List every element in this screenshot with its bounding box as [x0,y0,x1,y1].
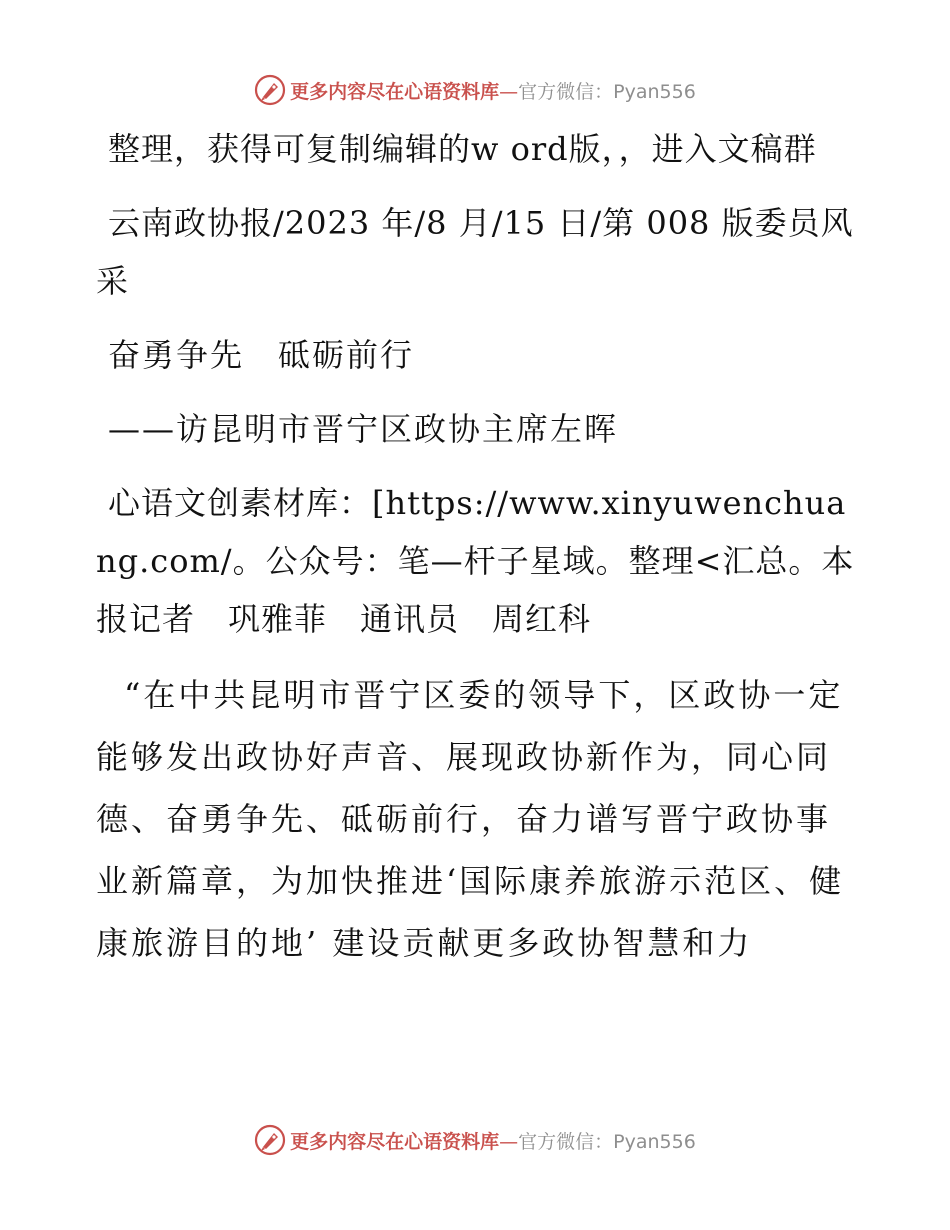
watermark-red-text: 更多内容尽在心语资料库 [290,80,500,103]
watermark-wechat-text: 官方微信：Pyan556 [518,80,696,103]
paragraph-byline: 心语文创素材库：[https://www.xinyuwenchuang.com/。公众号：笔—杆子星域。整理<汇总。本报记者 巩雅菲 通讯员 周红科 [96,484,855,638]
watermark-separator: — [499,1130,519,1153]
paragraph-body: “在中共昆明市晋宁区委的领导下，区政协一定能够发出政协好声音、展现政协新作为，同心同德、奋勇争先、砥砺前行，奋力谱写晋宁政协事业新篇章，为加快推进‘国际康养旅游示范区、健康旅游目的地’ 建设贡献更多政协智慧和力 [96,676,845,962]
pen-nib-logo-icon [254,74,286,106]
paragraph-source: 云南政协报/2023 年/8 月/15 日/第 008 版委员风采 [96,204,854,300]
watermark-separator: — [499,80,519,103]
paragraph-intro: 整理，获得可复制编辑的w ord版，，进入文稿群 [108,130,817,168]
footer-watermark [0,1120,950,1160]
header-watermark [0,70,950,110]
watermark-wechat-text: 官方微信：Pyan556 [518,1130,696,1153]
article-subtitle: ——访昆明市晋宁区政协主席左晖 [108,410,619,448]
pen-nib-logo-icon [254,1124,286,1156]
document-body [96,120,856,990]
watermark-text [290,77,696,104]
watermark-red-text: 更多内容尽在心语资料库 [290,1130,500,1153]
watermark-text [290,1127,696,1154]
article-title: 奋勇争先 砥砺前行 [108,336,415,374]
